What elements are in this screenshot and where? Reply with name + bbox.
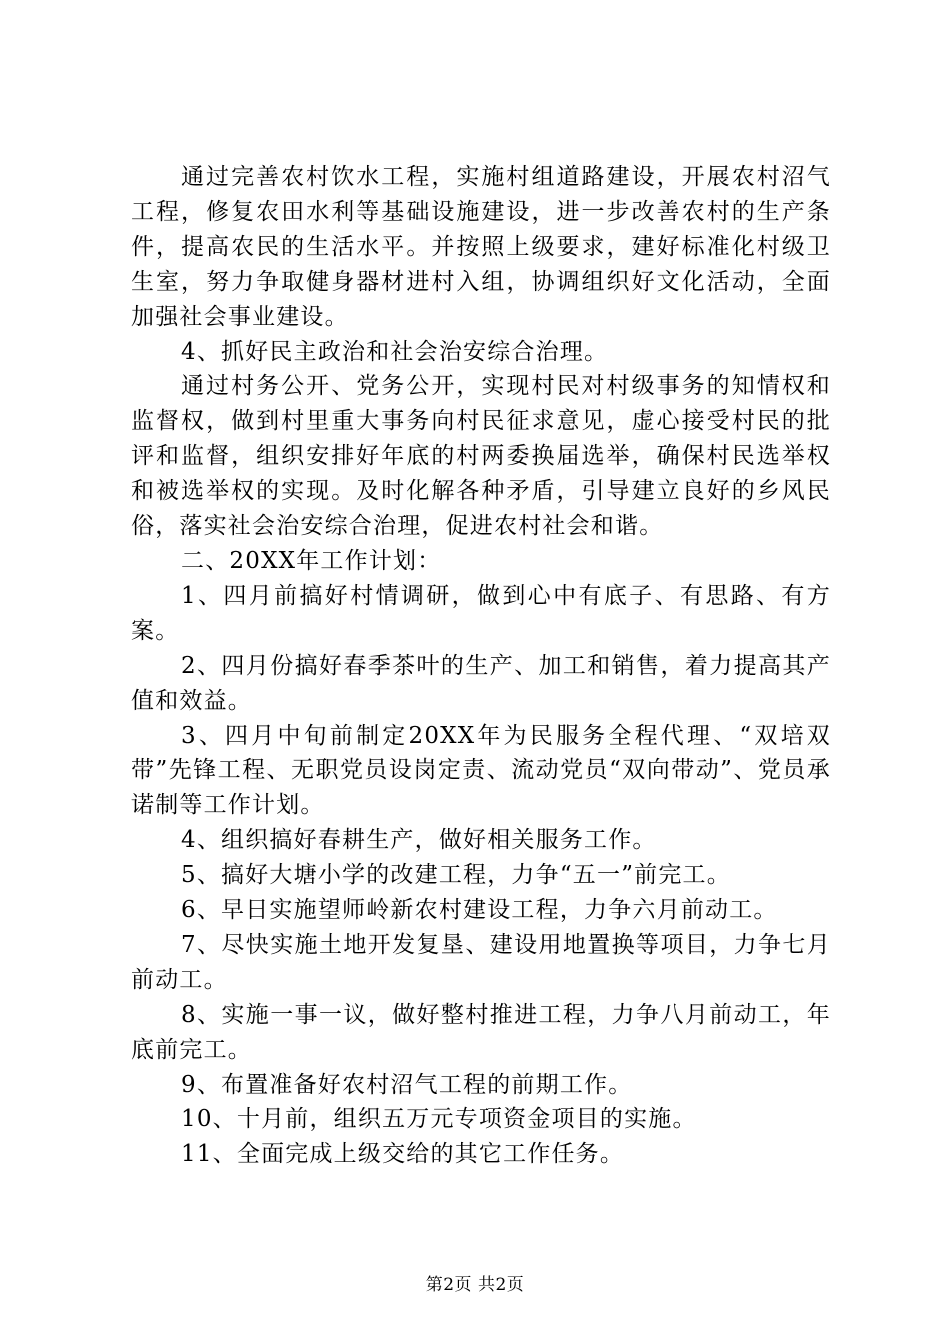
- plan-item-4: 4、组织搞好春耕生产，做好相关服务工作。: [181, 827, 657, 854]
- paragraph-infrastructure: 通过完善农村饮水工程，实施村组道路建设，开展农村沼气工程，修复农田水利等基础设施建设，进一步改善农村的生产条件，提高农民的生活水平。并按照上级要求，建好标准化村级卫生室，努力争取健身器材进村入组，协调组织好文化活动，全面加强社会事业建设。: [131, 164, 831, 330]
- section-heading-work-plan: 二、20XX年工作计划：: [181, 547, 442, 574]
- plan-item-8: 8、实施一事一议，做好整村推进工程，力争八月前动工，年底前完工。: [131, 1001, 831, 1063]
- plan-item-11: 11、全面完成上级交给的其它工作任务。: [181, 1141, 625, 1168]
- plan-item-6: 6、早日实施望师岭新农村建设工程，力争六月前动工。: [181, 897, 778, 924]
- document-body: [131, 160, 831, 1172]
- plan-item-5: 5、搞好大塘小学的改建工程，力争“五一”前完工。: [181, 862, 731, 889]
- plan-item-2: 2、四月份搞好春季茶叶的生产、加工和销售，着力提高其产值和效益。: [131, 652, 831, 714]
- plan-item-9: 9、布置准备好农村沼气工程的前期工作。: [181, 1071, 633, 1098]
- plan-item-7: 7、尽快实施土地开发复垦、建设用地置换等项目，力争七月前动工。: [131, 931, 831, 993]
- plan-item-1: 1、四月前搞好村情调研，做到心中有底子、有思路、有方案。: [131, 582, 831, 644]
- plan-item-10: 10、十月前，组织五万元专项资金项目的实施。: [181, 1106, 697, 1133]
- paragraph-village-affairs: 通过村务公开、党务公开，实现村民对村级事务的知情权和监督权，做到村里重大事务向村民征求意见，虚心接受村民的批评和监督，组织安排好年底的村两委换届选举，确保村民选举权和被选举权的实现。及时化解各种矛盾，引导建立良好的乡风民俗，落实社会治安综合治理，促进农村社会和谐。: [131, 373, 831, 540]
- heading-item-4-governance: 4、抓好民主政治和社会治安综合治理。: [181, 338, 609, 365]
- plan-item-3: 3、四月中旬前制定20XX年为民服务全程代理、“双培双带”先锋工程、无职党员设岗定责、流动党员“双向带动”、党员承诺制等工作计划。: [131, 722, 831, 819]
- page-number-footer: 第2页 共2页: [425, 1275, 525, 1295]
